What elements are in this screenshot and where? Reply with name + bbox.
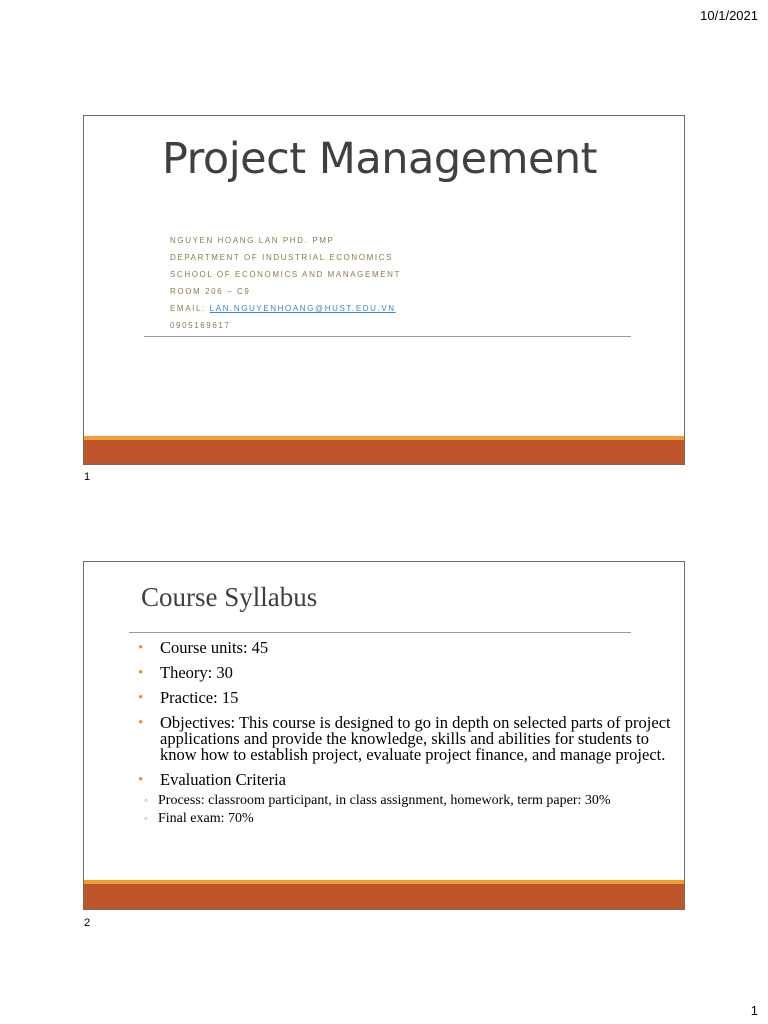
slide-1 bbox=[83, 115, 685, 465]
page-date: 10/1/2021 bbox=[700, 8, 758, 23]
bullet-dot-icon: • bbox=[138, 690, 144, 706]
department-line: DEPARTMENT OF INDUSTRIAL ECONOMICS bbox=[170, 253, 394, 262]
slide-1-footer-bar bbox=[84, 440, 684, 464]
phone-line: 0905169617 bbox=[170, 321, 231, 330]
slide-2-number: 2 bbox=[84, 917, 91, 929]
ring-bullet-icon: ◦ bbox=[144, 813, 148, 825]
email-line bbox=[170, 300, 401, 317]
room-line: ROOM 206 – C9 bbox=[170, 287, 251, 296]
sub-list-item: ◦ Final exam: 70% bbox=[144, 811, 254, 826]
list-item: • Theory: 30 bbox=[138, 663, 233, 682]
slide-2-divider bbox=[129, 632, 631, 633]
email-link[interactable]: LAN.NGUYENHOANG@HUST.EDU.VN bbox=[209, 304, 396, 313]
bullet-list bbox=[136, 640, 676, 833]
author-line: NGUYEN HOANG LAN PHD. PMP bbox=[170, 236, 335, 245]
school-line: SCHOOL OF ECONOMICS AND MANAGEMENT bbox=[170, 270, 402, 279]
sub-list-item: ◦ Process: classroom participant, in class assignment, homework, term paper: 30% bbox=[144, 793, 611, 808]
slide-1-title: Project Management bbox=[162, 134, 598, 184]
bullet-dot-icon: • bbox=[138, 772, 144, 788]
bullet-dot-icon: • bbox=[138, 665, 144, 681]
list-item: • Objectives: This course is designed to go in depth on selected parts of project applications and provide the knowledge, skills and abilities for students to know how to establish project, evaluate project finance, and manage project. bbox=[138, 713, 671, 764]
list-item: • Course units: 45 bbox=[138, 638, 269, 657]
list-item: • Evaluation Criteria bbox=[138, 770, 286, 789]
bullet-dot-icon: • bbox=[138, 640, 144, 656]
list-item: • Practice: 15 bbox=[138, 688, 239, 707]
slide-2-title: Course Syllabus bbox=[141, 582, 318, 612]
page-number: 1 bbox=[750, 1003, 758, 1018]
ring-bullet-icon: ◦ bbox=[144, 795, 148, 807]
email-label: EMAIL: bbox=[170, 304, 210, 313]
slide-2-footer-bar bbox=[84, 884, 684, 909]
bullet-dot-icon: • bbox=[138, 715, 144, 731]
slide-1-info bbox=[170, 232, 401, 334]
slide-1-divider bbox=[144, 336, 631, 337]
slide-2 bbox=[83, 561, 685, 910]
slide-1-number: 1 bbox=[84, 471, 91, 483]
